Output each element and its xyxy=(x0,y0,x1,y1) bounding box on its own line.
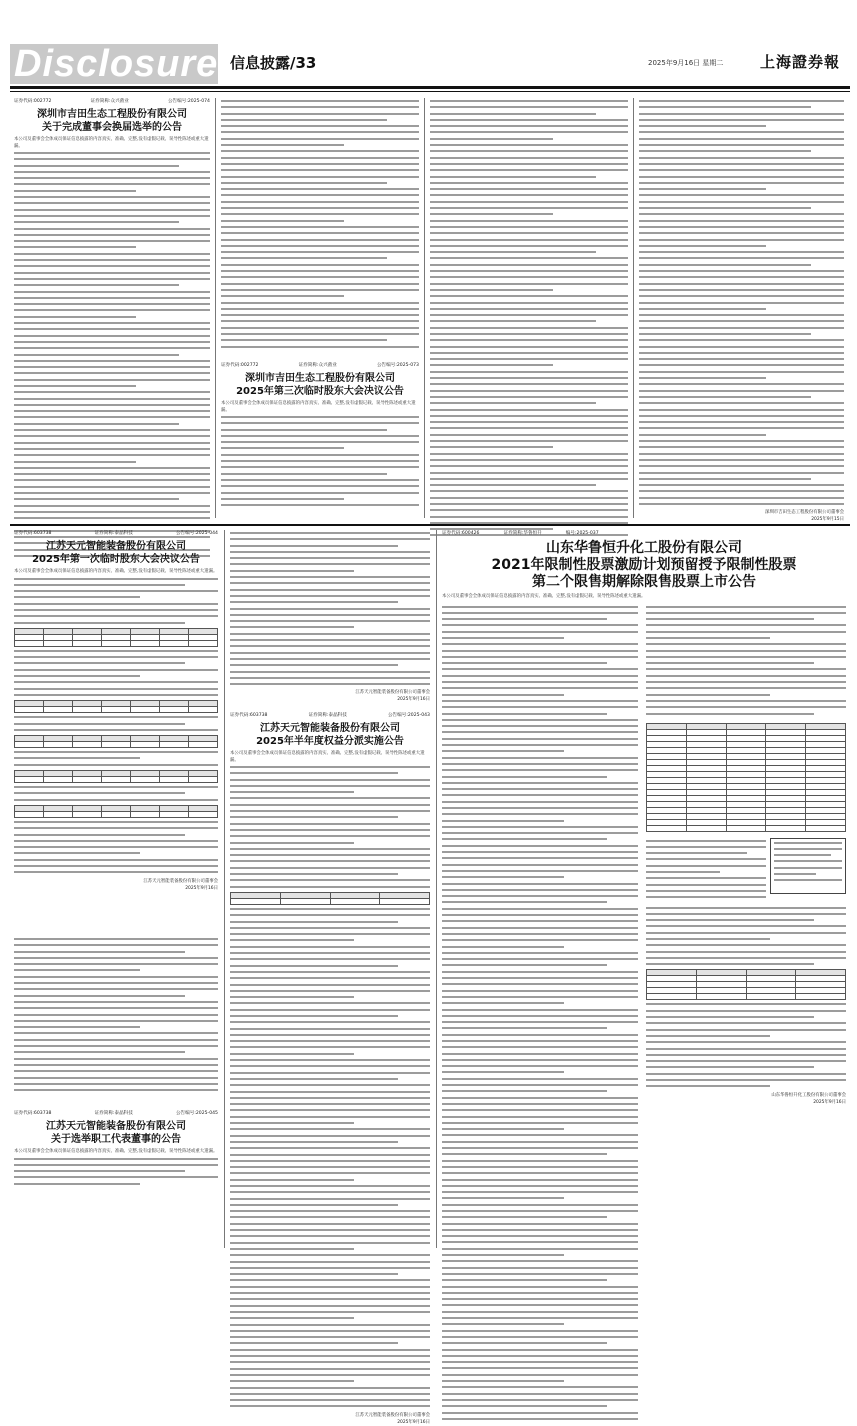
article-signature: 江苏天元智能装备股份有限公司董事会 2025年9月16日 xyxy=(143,878,218,891)
article-body-tail xyxy=(14,936,218,1106)
article-notice: 本公司及董事会全体成员保证信息披露的内容真实、准确、完整,没有虚假记载、误导性陈述或重大遗漏。 xyxy=(14,1149,218,1154)
article-signature: 江苏天元智能装备股份有限公司董事会 2025年9月16日 xyxy=(355,1412,430,1425)
article-title: 深圳市吉田生态工程股份有限公司 2025年第三次临时股东大会决议公告 xyxy=(236,373,404,397)
voting-table xyxy=(14,735,218,748)
article-code-line: 证券代码:002772 证券简称:众兴菌业 公告编号:2025-073 xyxy=(221,363,419,368)
column-divider xyxy=(424,98,425,518)
article-title: 深圳市吉田生态工程股份有限公司 关于完成董事会换届选举的公告 xyxy=(37,109,187,133)
article-tianyuan-employee-director xyxy=(14,1110,218,1250)
article-signature: 山东华鲁恒升化工股份有限公司董事会 2025年9月16日 xyxy=(771,1092,846,1105)
article-code-line: 证券代码:603738 证券简称:泰晶科技 公告编号:2025-045 xyxy=(14,1111,218,1116)
voting-table xyxy=(14,700,218,713)
voting-table xyxy=(14,628,218,647)
article-notice: 本公司及董事会全体成员保证信息披露的内容真实、准确、完整,没有虚假记载、误导性陈述或重大遗漏。 xyxy=(14,137,209,149)
article-notice: 本公司及董事会全体成员保证信息披露的内容真实、准确、完整,没有虚假记载、误导性陈述或重大遗漏。 xyxy=(14,569,218,574)
article-body xyxy=(14,152,210,557)
section-brand: Disclosure xyxy=(10,44,218,84)
article-title: 江苏天元智能装备股份有限公司 关于选举职工代表董事的公告 xyxy=(46,1121,186,1145)
article-title: 江苏天元智能装备股份有限公司 2025年半年度权益分派实施公告 xyxy=(256,723,404,747)
issue-date: 2025年9月16日 星期二 xyxy=(648,59,724,67)
section-divider xyxy=(10,524,850,526)
unlock-table xyxy=(646,723,846,832)
article-notice: 本公司及董事会全体成员保证信息披露的内容真实、准确、完整,没有虚假记载、误导性陈述或重大遗漏。 xyxy=(230,751,425,763)
article-signature: 深圳市吉田生态工程股份有限公司董事会 2025年9月15日 xyxy=(764,510,844,523)
column-divider xyxy=(224,530,225,1248)
article-dashboard-board-election xyxy=(14,98,210,518)
article-body-column-3 xyxy=(430,98,628,518)
hualu-column-right xyxy=(646,604,846,1425)
article-shareholder-meeting-2025-3 xyxy=(221,362,419,518)
article-code-line: 证券代码:603738 证券简称:泰晶科技 公告编号:2025-044 xyxy=(14,531,218,536)
section-title: 信息披露/33 xyxy=(230,54,317,72)
article-tianyuan-dividend xyxy=(230,712,430,1425)
article-notice: 本公司及董事会全体成员保证信息披露的内容真实、准确、完整,没有虚假记载、误导性陈述或重大遗漏。 xyxy=(442,594,646,599)
article-hualu-hengsheng-restricted-shares xyxy=(442,530,846,1248)
article-body-column-4 xyxy=(639,98,844,523)
hualu-column-left xyxy=(442,604,638,1425)
header-rule xyxy=(10,86,850,89)
article-notice: 本公司及董事会全体成员保证信息披露的内容真实、准确、完整,没有虚假记载、误导性陈述或重大遗漏。 xyxy=(221,401,416,413)
masthead xyxy=(0,0,857,90)
newspaper-name: 上海證券報 xyxy=(760,53,841,71)
column-divider xyxy=(215,98,216,518)
column-divider xyxy=(436,530,437,1248)
article-tianyuan-shareholder-meeting xyxy=(14,530,218,932)
voting-table xyxy=(14,770,218,783)
article-title: 江苏天元智能装备股份有限公司 2025年第一次临时股东大会决议公告 xyxy=(32,541,200,565)
voting-table xyxy=(14,805,218,818)
record-date-table xyxy=(230,892,430,905)
share-change-table xyxy=(646,969,846,1000)
article-continuation xyxy=(221,98,419,356)
article-title: 山东华鲁恒升化工股份有限公司 2021年限制性股票激励计划预留授予限制性股票 第二个限售期解除限售股票上市公告 xyxy=(491,540,797,590)
column-divider xyxy=(633,98,634,518)
article-code-line: 证券代码:600426 证券简称:华鲁恒升 编号:2025-037 xyxy=(442,531,599,536)
article-code-line: 证券代码:603738 证券简称:泰晶科技 公告编号:2025-043 xyxy=(230,713,430,718)
article-code-line: 证券代码:002772 证券简称:众兴菌业 公告编号:2025-074 xyxy=(14,99,210,104)
article-signature: 江苏天元智能装备股份有限公司董事会 2025年9月16日 xyxy=(355,690,430,703)
header-rule-thin xyxy=(10,91,850,92)
note-box xyxy=(770,838,846,894)
article-body-column-b-top xyxy=(230,530,430,710)
